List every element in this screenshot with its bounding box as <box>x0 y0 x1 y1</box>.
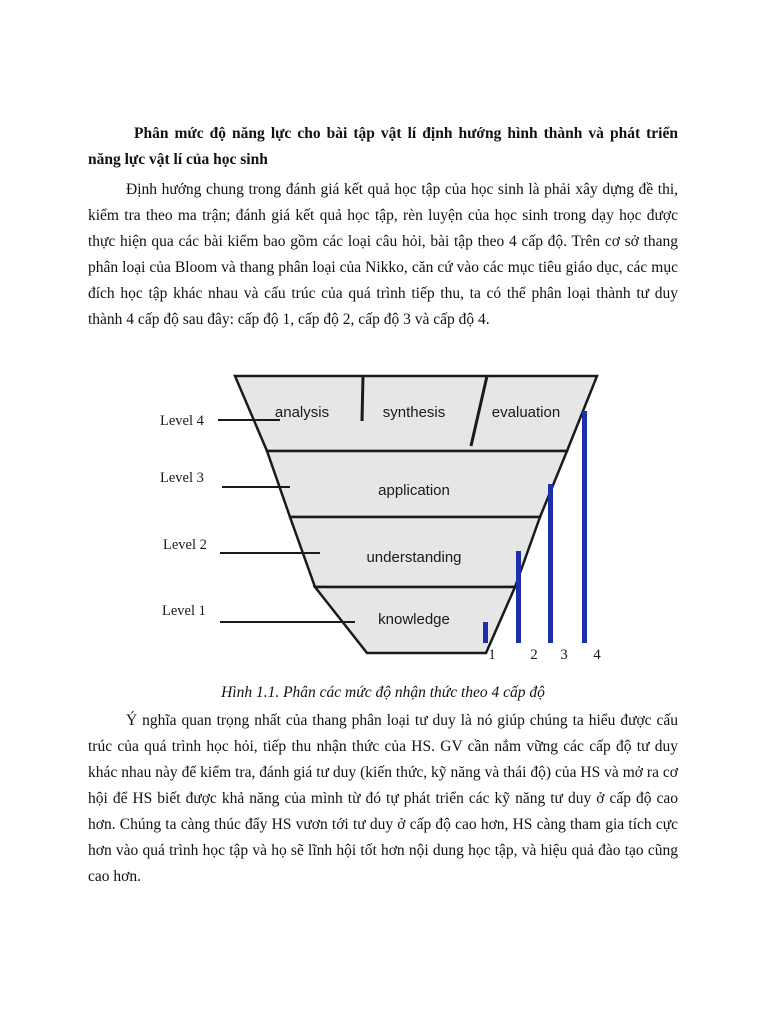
bar-number-1: 1 <box>488 647 496 663</box>
cognitive-levels-funnel-diagram <box>150 365 620 670</box>
label-evaluation: evaluation <box>491 404 561 421</box>
label-synthesis: synthesis <box>382 404 446 421</box>
section-heading: Phân mức độ năng lực cho bài tập vật lí định hướng hình thành và phát triển năng lực vật lí của học sinh <box>88 125 678 168</box>
level-bar-1 <box>483 622 488 643</box>
bar-number-2: 2 <box>530 647 538 663</box>
paragraph-intro: Định hướng chung trong đánh giá kết quả học tập của học sinh là phải xây dựng đề thi, kiểm tra theo ma trận; đánh giá kết quả học tập, rèn luyện của học sinh trong dạy học được thực hiện qua các bài kiểm bao gồm các loại câu hỏi, bài tập theo 4 cấp độ. Trên cơ sở thang phân loại của Bloom và thang phân loại của Nikko, căn cứ vào các mục tiêu giáo dục, các mục đích học tập khác nhau và cấu trúc của quá trình tiếp thu, ta có thể phân loại thành tư duy thành 4 cấp độ sau đây: cấp độ 1, cấp độ 2, cấp độ 3 và cấp độ 4. <box>88 181 678 328</box>
top-row-divider <box>362 376 363 421</box>
label-knowledge: knowledge <box>378 611 450 628</box>
bar-number-3: 3 <box>560 647 568 663</box>
figure-caption: Hình 1.1. Phân các mức độ nhận thức theo 4 cấp độ <box>221 684 545 701</box>
level-3-label: Level 3 <box>160 470 204 486</box>
level-bar-2 <box>516 551 521 643</box>
level-1-label: Level 1 <box>162 603 206 619</box>
level-bar-4 <box>582 411 587 643</box>
label-analysis: analysis <box>274 404 330 421</box>
label-understanding: understanding <box>366 549 462 566</box>
label-application: application <box>378 482 450 499</box>
level-4-label: Level 4 <box>160 413 204 429</box>
bar-number-4: 4 <box>593 647 601 663</box>
level-2-label: Level 2 <box>163 537 207 553</box>
level-bar-3 <box>548 484 553 643</box>
paragraph-significance: Ý nghĩa quan trọng nhất của thang phân loại tư duy là nó giúp chúng ta hiểu được cấu trúc của quá trình học hỏi, tiếp thu nhận thức của HS. GV cần nắm vững các cấp độ tư duy khác nhau này để kiểm tra, đánh giá tư duy (kiến thức, kỹ năng và thái độ) của HS và mở ra cơ hội để HS biết được khả năng của mình từ đó tự phát triển các kỹ năng tư duy ở cấp độ cao hơn. Chúng ta càng thúc đẩy HS vươn tới tư duy ở cấp độ cao hơn, HS càng tham gia tích cực hơn vào quá trình học tập và họ sẽ lĩnh hội tốt hơn nội dung học tập, và hiệu quả đào tạo cũng cao hơn. <box>88 712 678 885</box>
